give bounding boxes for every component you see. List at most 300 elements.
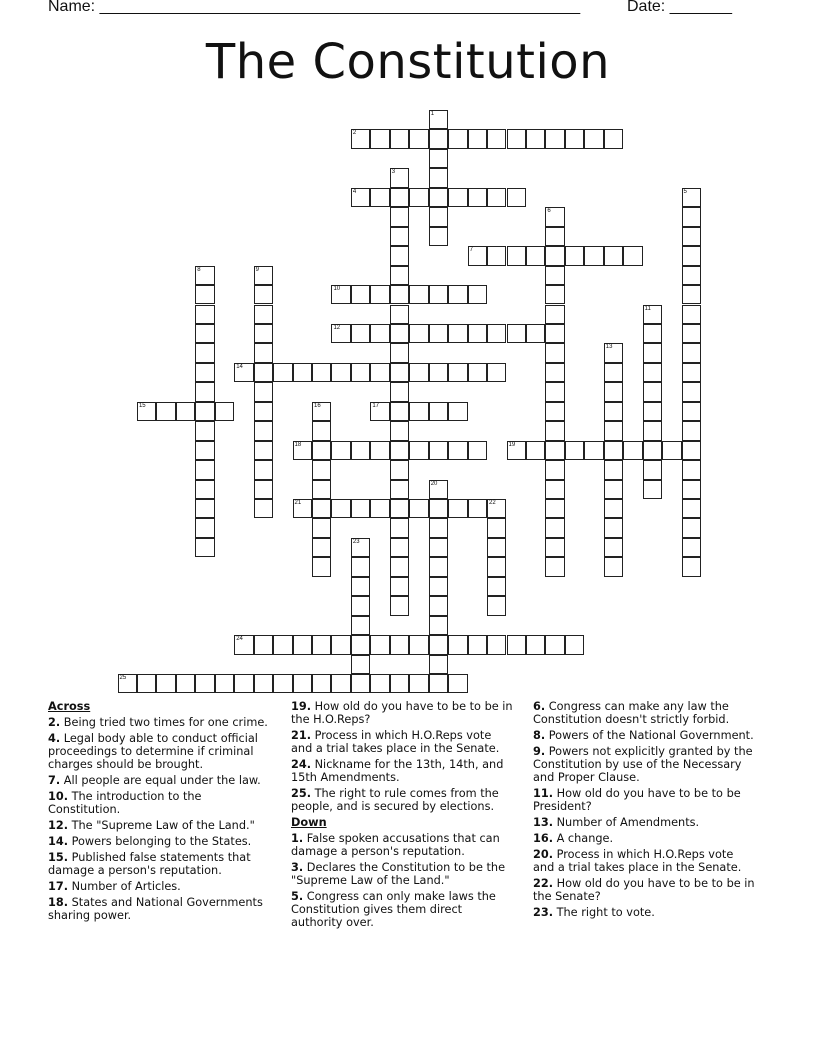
crossword-cell[interactable] bbox=[215, 402, 234, 421]
crossword-cell[interactable] bbox=[370, 188, 389, 207]
crossword-cell[interactable] bbox=[254, 402, 273, 421]
crossword-cell[interactable] bbox=[545, 246, 564, 265]
crossword-cell[interactable] bbox=[195, 266, 214, 285]
crossword-cell[interactable] bbox=[254, 363, 273, 382]
crossword-cell[interactable] bbox=[390, 480, 409, 499]
crossword-cell[interactable] bbox=[604, 460, 623, 479]
crossword-cell[interactable] bbox=[293, 441, 312, 460]
crossword-cell[interactable] bbox=[390, 460, 409, 479]
crossword-cell[interactable] bbox=[409, 129, 428, 148]
crossword-cell[interactable] bbox=[312, 363, 331, 382]
crossword-cell[interactable] bbox=[604, 499, 623, 518]
crossword-cell[interactable] bbox=[390, 363, 409, 382]
crossword-cell[interactable] bbox=[390, 188, 409, 207]
crossword-cell[interactable] bbox=[331, 635, 350, 654]
crossword-cell[interactable] bbox=[195, 363, 214, 382]
crossword-cell[interactable] bbox=[390, 129, 409, 148]
crossword-cell[interactable] bbox=[682, 518, 701, 537]
crossword-cell[interactable] bbox=[643, 480, 662, 499]
crossword-cell[interactable] bbox=[487, 635, 506, 654]
crossword-cell[interactable] bbox=[312, 421, 331, 440]
crossword-cell[interactable] bbox=[254, 324, 273, 343]
crossword-cell[interactable] bbox=[545, 324, 564, 343]
crossword-cell[interactable] bbox=[390, 538, 409, 557]
crossword-cell[interactable] bbox=[545, 363, 564, 382]
crossword-cell[interactable] bbox=[156, 674, 175, 693]
crossword-cell[interactable] bbox=[584, 129, 603, 148]
crossword-cell[interactable] bbox=[254, 480, 273, 499]
crossword-cell[interactable] bbox=[429, 227, 448, 246]
crossword-cell[interactable] bbox=[604, 382, 623, 401]
crossword-cell[interactable] bbox=[390, 577, 409, 596]
crossword-cell[interactable] bbox=[390, 246, 409, 265]
crossword-cell[interactable] bbox=[487, 596, 506, 615]
crossword-cell[interactable] bbox=[351, 557, 370, 576]
crossword-cell[interactable] bbox=[429, 635, 448, 654]
clue-item bbox=[48, 774, 273, 787]
clue-text: Legal body able to conduct official proceedings to determine if criminal charges should be brought. bbox=[48, 732, 258, 771]
crossword-cell[interactable] bbox=[312, 518, 331, 537]
crossword-cell[interactable] bbox=[409, 499, 428, 518]
clue-number-label: 11. bbox=[533, 787, 554, 800]
crossword-cell[interactable] bbox=[526, 324, 545, 343]
crossword-cell[interactable] bbox=[351, 363, 370, 382]
crossword-cell[interactable] bbox=[682, 538, 701, 557]
crossword-cell[interactable] bbox=[429, 129, 448, 148]
crossword-cell[interactable] bbox=[565, 129, 584, 148]
crossword-cell[interactable] bbox=[545, 518, 564, 537]
clue-item bbox=[291, 729, 516, 755]
crossword-cell[interactable] bbox=[254, 285, 273, 304]
clue-item bbox=[533, 745, 758, 784]
crossword-cell[interactable] bbox=[370, 441, 389, 460]
crossword-cell[interactable] bbox=[429, 616, 448, 635]
crossword-cell[interactable] bbox=[682, 363, 701, 382]
crossword-cell[interactable] bbox=[643, 363, 662, 382]
crossword-cell[interactable] bbox=[429, 557, 448, 576]
clue-number: 16 bbox=[314, 402, 321, 409]
crossword-cell[interactable] bbox=[643, 421, 662, 440]
crossword-cell[interactable] bbox=[604, 402, 623, 421]
crossword-cell[interactable] bbox=[448, 188, 467, 207]
crossword-cell[interactable] bbox=[448, 285, 467, 304]
crossword-cell[interactable] bbox=[390, 382, 409, 401]
crossword-cell[interactable] bbox=[545, 343, 564, 362]
crossword-cell[interactable] bbox=[487, 246, 506, 265]
crossword-cell[interactable] bbox=[390, 266, 409, 285]
crossword-cell[interactable] bbox=[195, 324, 214, 343]
crossword-cell[interactable] bbox=[351, 577, 370, 596]
crossword-cell[interactable] bbox=[545, 305, 564, 324]
crossword-cell[interactable] bbox=[351, 616, 370, 635]
crossword-cell[interactable] bbox=[331, 499, 350, 518]
crossword-cell[interactable] bbox=[351, 538, 370, 557]
crossword-cell[interactable] bbox=[487, 499, 506, 518]
crossword-cell[interactable] bbox=[487, 188, 506, 207]
crossword-cell[interactable] bbox=[448, 674, 467, 693]
crossword-cell[interactable] bbox=[468, 324, 487, 343]
crossword-cell[interactable] bbox=[390, 674, 409, 693]
crossword-cell[interactable] bbox=[409, 363, 428, 382]
crossword-cell[interactable] bbox=[176, 402, 195, 421]
crossword-cell[interactable] bbox=[468, 499, 487, 518]
crossword-cell[interactable] bbox=[604, 363, 623, 382]
crossword-cell[interactable] bbox=[331, 441, 350, 460]
crossword-cell[interactable] bbox=[390, 227, 409, 246]
crossword-cell[interactable] bbox=[254, 635, 273, 654]
crossword-cell[interactable] bbox=[682, 343, 701, 362]
crossword-cell[interactable] bbox=[429, 110, 448, 129]
crossword-cell[interactable] bbox=[526, 441, 545, 460]
crossword-cell[interactable] bbox=[487, 538, 506, 557]
crossword-cell[interactable] bbox=[390, 324, 409, 343]
crossword-cell[interactable] bbox=[468, 188, 487, 207]
crossword-cell[interactable] bbox=[370, 499, 389, 518]
clue-text: How old do you have to be to be in the H.O.Reps? bbox=[291, 700, 513, 726]
crossword-cell[interactable] bbox=[429, 674, 448, 693]
crossword-cell[interactable] bbox=[565, 441, 584, 460]
crossword-cell[interactable] bbox=[604, 480, 623, 499]
crossword-cell[interactable] bbox=[312, 674, 331, 693]
clue-item bbox=[48, 896, 273, 922]
crossword-cell[interactable] bbox=[215, 674, 234, 693]
crossword-cell[interactable] bbox=[545, 129, 564, 148]
crossword-cell[interactable] bbox=[429, 655, 448, 674]
crossword-cell[interactable] bbox=[273, 674, 292, 693]
crossword-cell[interactable] bbox=[409, 324, 428, 343]
crossword-cell[interactable] bbox=[545, 538, 564, 557]
crossword-cell[interactable] bbox=[643, 460, 662, 479]
crossword-cell[interactable] bbox=[682, 557, 701, 576]
crossword-cell[interactable] bbox=[507, 246, 526, 265]
clue-text: Process in which H.O.Reps vote and a trial takes place in the Senate. bbox=[291, 729, 500, 755]
crossword-cell[interactable] bbox=[390, 207, 409, 226]
crossword-cell[interactable] bbox=[643, 343, 662, 362]
crossword-cell[interactable] bbox=[195, 305, 214, 324]
crossword-cell[interactable] bbox=[351, 499, 370, 518]
crossword-cell[interactable] bbox=[429, 596, 448, 615]
clue-number-label: 8. bbox=[533, 729, 546, 742]
crossword-cell[interactable] bbox=[390, 518, 409, 537]
crossword-cell[interactable] bbox=[409, 402, 428, 421]
crossword-cell[interactable] bbox=[682, 305, 701, 324]
crossword-cell[interactable] bbox=[545, 460, 564, 479]
crossword-cell[interactable] bbox=[293, 635, 312, 654]
clue-number: 17 bbox=[372, 402, 380, 409]
crossword-cell[interactable] bbox=[409, 674, 428, 693]
crossword-cell[interactable] bbox=[682, 421, 701, 440]
crossword-cell[interactable] bbox=[429, 577, 448, 596]
crossword-cell[interactable] bbox=[487, 324, 506, 343]
crossword-cell[interactable] bbox=[390, 421, 409, 440]
crossword-cell[interactable] bbox=[584, 246, 603, 265]
crossword-cell[interactable] bbox=[526, 129, 545, 148]
crossword-cell[interactable] bbox=[195, 499, 214, 518]
crossword-cell[interactable] bbox=[118, 674, 137, 693]
crossword-cell[interactable] bbox=[331, 363, 350, 382]
clue-text: How old do you have to be to be in the Senate? bbox=[533, 877, 755, 903]
crossword-cell[interactable] bbox=[643, 382, 662, 401]
crossword-cell[interactable] bbox=[370, 363, 389, 382]
crossword-cell[interactable] bbox=[429, 499, 448, 518]
crossword-cell[interactable] bbox=[448, 499, 467, 518]
crossword-cell[interactable] bbox=[507, 324, 526, 343]
crossword-cell[interactable] bbox=[487, 557, 506, 576]
crossword-cell[interactable] bbox=[507, 188, 526, 207]
crossword-cell[interactable] bbox=[409, 635, 428, 654]
clue-number-label: 9. bbox=[533, 745, 546, 758]
crossword-cell[interactable] bbox=[195, 285, 214, 304]
crossword-cell[interactable] bbox=[682, 499, 701, 518]
crossword-cell[interactable] bbox=[487, 129, 506, 148]
crossword-cell[interactable] bbox=[545, 480, 564, 499]
crossword-cell[interactable] bbox=[545, 227, 564, 246]
crossword-cell[interactable] bbox=[448, 363, 467, 382]
crossword-cell[interactable] bbox=[156, 402, 175, 421]
crossword-cell[interactable] bbox=[545, 499, 564, 518]
crossword-cell[interactable] bbox=[429, 207, 448, 226]
crossword-cell[interactable] bbox=[234, 635, 253, 654]
crossword-cell[interactable] bbox=[682, 285, 701, 304]
clue-text: Process in which H.O.Reps vote and a trial takes place in the Senate. bbox=[533, 848, 742, 874]
crossword-cell[interactable] bbox=[331, 674, 350, 693]
crossword-cell[interactable] bbox=[409, 441, 428, 460]
crossword-cell[interactable] bbox=[487, 363, 506, 382]
crossword-cell[interactable] bbox=[682, 207, 701, 226]
crossword-cell[interactable] bbox=[351, 129, 370, 148]
crossword-cell[interactable] bbox=[273, 363, 292, 382]
crossword-cell[interactable] bbox=[409, 285, 428, 304]
crossword-cell[interactable] bbox=[390, 168, 409, 187]
crossword-cell[interactable] bbox=[604, 538, 623, 557]
crossword-cell[interactable] bbox=[370, 324, 389, 343]
crossword-cell[interactable] bbox=[390, 441, 409, 460]
crossword-cell[interactable] bbox=[429, 363, 448, 382]
crossword-cell[interactable] bbox=[312, 480, 331, 499]
crossword-cell[interactable] bbox=[448, 402, 467, 421]
crossword-cell[interactable] bbox=[390, 402, 409, 421]
crossword-cell[interactable] bbox=[351, 441, 370, 460]
crossword-cell[interactable] bbox=[545, 441, 564, 460]
crossword-cell[interactable] bbox=[682, 460, 701, 479]
crossword-cell[interactable] bbox=[429, 149, 448, 168]
crossword-cell[interactable] bbox=[390, 343, 409, 362]
crossword-cell[interactable] bbox=[604, 518, 623, 537]
crossword-cell[interactable] bbox=[682, 266, 701, 285]
crossword-cell[interactable] bbox=[507, 441, 526, 460]
crossword-cell[interactable] bbox=[468, 129, 487, 148]
crossword-cell[interactable] bbox=[234, 674, 253, 693]
crossword-cell[interactable] bbox=[545, 266, 564, 285]
crossword-cell[interactable] bbox=[195, 674, 214, 693]
crossword-cell[interactable] bbox=[195, 460, 214, 479]
clue-item bbox=[291, 758, 516, 784]
crossword-cell[interactable] bbox=[448, 635, 467, 654]
crossword-cell[interactable] bbox=[273, 635, 292, 654]
crossword-cell[interactable] bbox=[351, 635, 370, 654]
crossword-cell[interactable] bbox=[682, 402, 701, 421]
crossword-cell[interactable] bbox=[682, 246, 701, 265]
crossword-cell[interactable] bbox=[584, 441, 603, 460]
crossword-cell[interactable] bbox=[254, 266, 273, 285]
crossword-cell[interactable] bbox=[468, 363, 487, 382]
crossword-cell[interactable] bbox=[254, 305, 273, 324]
crossword-cell[interactable] bbox=[448, 324, 467, 343]
crossword-cell[interactable] bbox=[137, 674, 156, 693]
crossword-cell[interactable] bbox=[623, 441, 642, 460]
crossword-cell[interactable] bbox=[195, 518, 214, 537]
clue-text: Powers of the National Government. bbox=[548, 729, 754, 742]
crossword-cell[interactable] bbox=[662, 441, 681, 460]
crossword-cell[interactable] bbox=[429, 441, 448, 460]
crossword-cell[interactable] bbox=[565, 246, 584, 265]
clues-column-1 bbox=[48, 700, 273, 925]
crossword-cell[interactable] bbox=[429, 168, 448, 187]
crossword-cell[interactable] bbox=[176, 674, 195, 693]
crossword-cell[interactable] bbox=[545, 285, 564, 304]
crossword-cell[interactable] bbox=[351, 655, 370, 674]
date-field[interactable]: Date: _______ bbox=[627, 0, 732, 15]
crossword-cell[interactable] bbox=[545, 207, 564, 226]
crossword-cell[interactable] bbox=[429, 538, 448, 557]
crossword-cell[interactable] bbox=[545, 421, 564, 440]
crossword-cell[interactable] bbox=[234, 363, 253, 382]
crossword-cell[interactable] bbox=[370, 402, 389, 421]
crossword-cell[interactable] bbox=[507, 129, 526, 148]
crossword-cell[interactable] bbox=[195, 538, 214, 557]
crossword-cell[interactable] bbox=[312, 499, 331, 518]
crossword-cell[interactable] bbox=[468, 635, 487, 654]
crossword-cell[interactable] bbox=[448, 129, 467, 148]
crossword-cell[interactable] bbox=[429, 518, 448, 537]
crossword-cell[interactable] bbox=[643, 441, 662, 460]
crossword-cell[interactable] bbox=[195, 421, 214, 440]
clue-text: Congress can only make laws the Constitution gives them direct authority over. bbox=[291, 890, 496, 929]
crossword-cell[interactable] bbox=[331, 285, 350, 304]
crossword-cell[interactable] bbox=[468, 285, 487, 304]
crossword-cell[interactable] bbox=[468, 246, 487, 265]
clue-text: Published false statements that damage a person's reputation. bbox=[48, 851, 251, 877]
clue-item bbox=[291, 890, 516, 929]
crossword-cell[interactable] bbox=[429, 324, 448, 343]
crossword-cell[interactable] bbox=[293, 499, 312, 518]
crossword-cell[interactable] bbox=[293, 674, 312, 693]
crossword-cell[interactable] bbox=[526, 246, 545, 265]
crossword-cell[interactable] bbox=[682, 441, 701, 460]
crossword-cell[interactable] bbox=[682, 227, 701, 246]
crossword-cell[interactable] bbox=[643, 305, 662, 324]
crossword-cell[interactable] bbox=[254, 460, 273, 479]
crossword-cell[interactable] bbox=[312, 441, 331, 460]
crossword-cell[interactable] bbox=[254, 382, 273, 401]
crossword-cell[interactable] bbox=[254, 499, 273, 518]
crossword-cell[interactable] bbox=[682, 324, 701, 343]
name-field[interactable]: Name: ______________________________________________________ bbox=[48, 0, 581, 15]
crossword-cell[interactable] bbox=[370, 635, 389, 654]
crossword-cell[interactable] bbox=[351, 324, 370, 343]
crossword-cell[interactable] bbox=[507, 635, 526, 654]
crossword-cell[interactable] bbox=[565, 635, 584, 654]
crossword-cell[interactable] bbox=[195, 343, 214, 362]
crossword-cell[interactable] bbox=[390, 596, 409, 615]
crossword-cell[interactable] bbox=[409, 188, 428, 207]
crossword-cell[interactable] bbox=[487, 577, 506, 596]
crossword-cell[interactable] bbox=[254, 421, 273, 440]
crossword-cell[interactable] bbox=[351, 188, 370, 207]
crossword-cell[interactable] bbox=[429, 480, 448, 499]
crossword-cell[interactable] bbox=[390, 305, 409, 324]
crossword-cell[interactable] bbox=[682, 188, 701, 207]
crossword-cell[interactable] bbox=[487, 518, 506, 537]
crossword-cell[interactable] bbox=[682, 382, 701, 401]
crossword-cell[interactable] bbox=[312, 538, 331, 557]
crossword-cell[interactable] bbox=[254, 674, 273, 693]
crossword-cell[interactable] bbox=[254, 343, 273, 362]
crossword-cell[interactable] bbox=[390, 499, 409, 518]
crossword-cell[interactable] bbox=[604, 557, 623, 576]
crossword-cell[interactable] bbox=[429, 402, 448, 421]
crossword-cell[interactable] bbox=[390, 557, 409, 576]
clue-text: False spoken accusations that can damage a person's reputation. bbox=[291, 832, 500, 858]
crossword-cell[interactable] bbox=[312, 557, 331, 576]
crossword-cell[interactable] bbox=[643, 324, 662, 343]
crossword-cell[interactable] bbox=[429, 285, 448, 304]
crossword-cell[interactable] bbox=[351, 596, 370, 615]
crossword-cell[interactable] bbox=[643, 402, 662, 421]
crossword-cell[interactable] bbox=[545, 557, 564, 576]
crossword-cell[interactable] bbox=[370, 129, 389, 148]
crossword-cell[interactable] bbox=[390, 635, 409, 654]
crossword-cell[interactable] bbox=[526, 635, 545, 654]
crossword-cell[interactable] bbox=[682, 480, 701, 499]
crossword-cell[interactable] bbox=[195, 441, 214, 460]
crossword-cell[interactable] bbox=[370, 674, 389, 693]
crossword-cell[interactable] bbox=[254, 441, 273, 460]
clue-number-label: 23. bbox=[533, 906, 554, 919]
clue-number: 10 bbox=[333, 286, 341, 293]
crossword-cell[interactable] bbox=[604, 441, 623, 460]
crossword-cell[interactable] bbox=[429, 188, 448, 207]
crossword-cell[interactable] bbox=[604, 246, 623, 265]
crossword-cell[interactable] bbox=[545, 382, 564, 401]
crossword-cell[interactable] bbox=[293, 363, 312, 382]
crossword-cell[interactable] bbox=[137, 402, 156, 421]
clue-number-label: 12. bbox=[48, 819, 69, 832]
crossword-cell[interactable] bbox=[195, 382, 214, 401]
clue-number-label: 25. bbox=[291, 787, 312, 800]
crossword-cell[interactable] bbox=[312, 402, 331, 421]
crossword-cell[interactable] bbox=[312, 635, 331, 654]
crossword-cell[interactable] bbox=[545, 635, 564, 654]
clue-number: 13 bbox=[605, 344, 613, 351]
crossword-cell[interactable] bbox=[604, 421, 623, 440]
crossword-cell[interactable] bbox=[390, 285, 409, 304]
crossword-cell[interactable] bbox=[195, 480, 214, 499]
crossword-cell[interactable] bbox=[351, 285, 370, 304]
crossword-cell[interactable] bbox=[604, 129, 623, 148]
crossword-cell[interactable] bbox=[623, 246, 642, 265]
crossword-cell[interactable] bbox=[312, 460, 331, 479]
crossword-cell[interactable] bbox=[195, 402, 214, 421]
crossword-cell[interactable] bbox=[468, 441, 487, 460]
crossword-cell[interactable] bbox=[370, 285, 389, 304]
crossword-cell[interactable] bbox=[351, 674, 370, 693]
crossword-cell[interactable] bbox=[448, 441, 467, 460]
crossword-cell[interactable] bbox=[604, 343, 623, 362]
crossword-cell[interactable] bbox=[545, 402, 564, 421]
crossword-cell[interactable] bbox=[331, 324, 350, 343]
clue-text: The "Supreme Law of the Land." bbox=[71, 819, 255, 832]
